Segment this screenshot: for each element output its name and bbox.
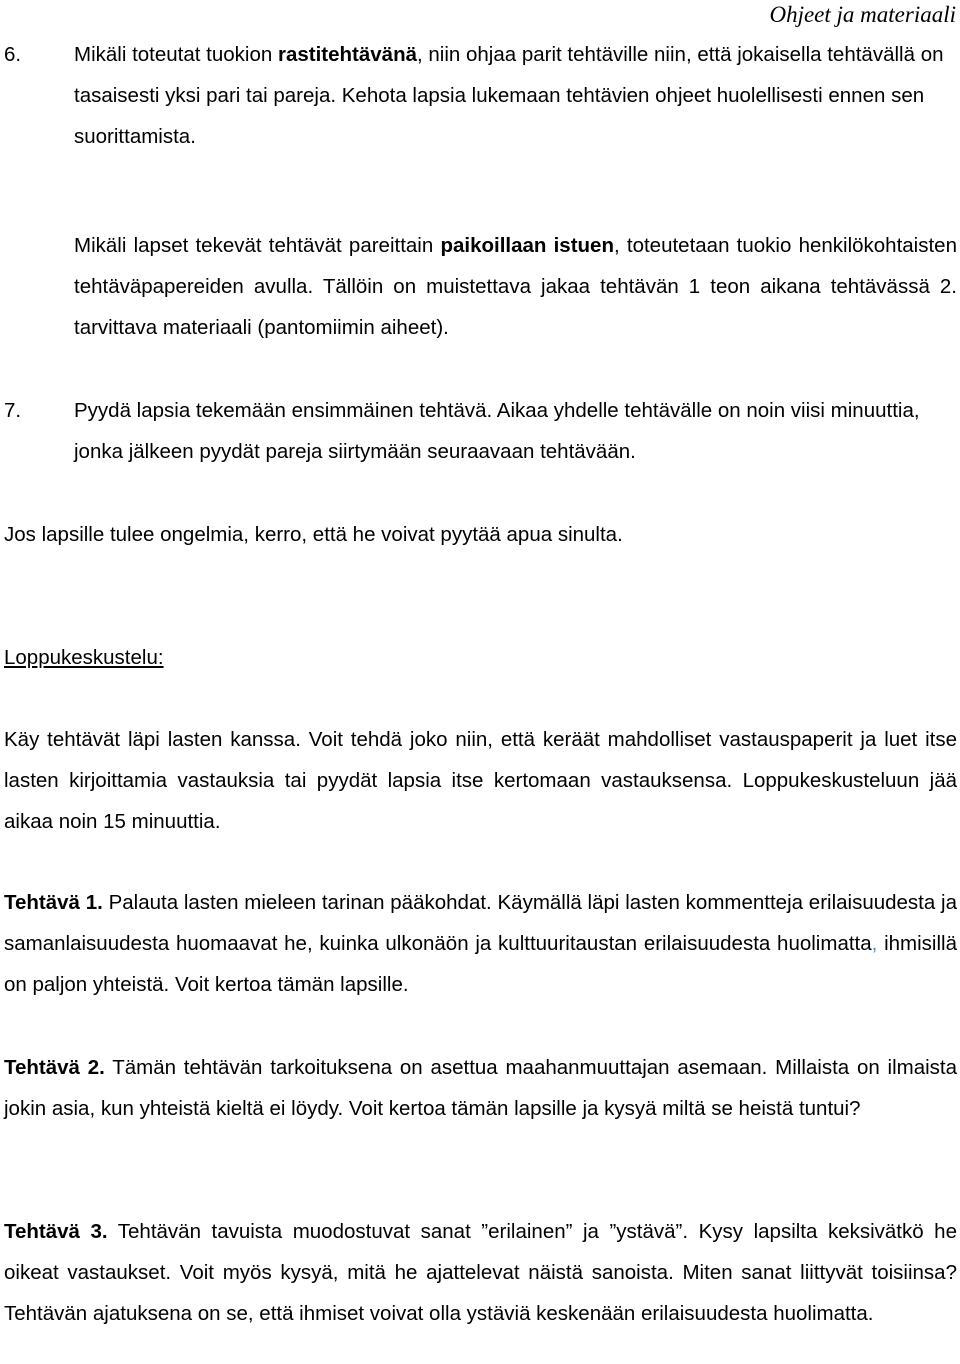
item-6 (4, 34, 957, 157)
task-2 (4, 1047, 957, 1129)
item-7-text: Pyydä lapsia tekemään ensimmäinen tehtävä. Aikaa yhdelle tehtävälle on noin viisi minuuttia, jonka jälkeen pyydät pareja siirtymään seuraavaan tehtävään. (74, 399, 920, 463)
item-6-number: 6. (4, 43, 22, 66)
task-2-label: Tehtävä 2. (4, 1056, 105, 1079)
item-6-p2-emphasis: paikoillaan istuen (440, 234, 614, 257)
item-6-paragraph-2 (4, 225, 957, 348)
task-3 (4, 1211, 957, 1334)
task-1-mark: , (871, 932, 885, 955)
closing-heading: Loppukeskustelu: (4, 646, 164, 669)
page-header: Ohjeet ja materiaali (769, 2, 956, 27)
task-2-text: Tämän tehtävän tarkoituksena on asettua maahanmuuttajan asemaan. Millaista on ilmaista jokin asia, kun yhteistä kieltä ei löydy. Voit kertoa tämän lapsille ja kysyä miltä se heistä tuntui? (4, 1056, 958, 1120)
task-1-text: Palauta lasten mieleen tarinan pääkohdat. Käymällä läpi lasten kommentteja erilaisuudesta ja samanlaisuudesta huomaavat he, kuinka ulkonäön ja kulttuuritaustan erilaisuudesta huolimatta (4, 891, 957, 955)
task-1-text-end: ihmisillä on paljon yhteistä. Voit kertoa tämän lapsille. (4, 932, 957, 996)
item-6-p2-text: Mikäli lapset tekevät tehtävät pareittain (74, 234, 441, 257)
item-6-paragraph-1 (4, 34, 957, 157)
task-1 (4, 882, 957, 1005)
task-3-text: Tehtävän tavuista muodostuvat sanat ”erilainen” ja ”ystävä”. Kysy lapsilta keksivätkö he oikeat vastaukset. Voit myös kysyä, mitä he ajattelevat näistä sanoista. Miten sanat liittyvät toisiinsa? Tehtävän ajatuksena on se, että ihmiset voivat olla ystäviä keskenään erilaisuudesta huolimatta. (4, 1220, 957, 1325)
closing-intro: Käy tehtävät läpi lasten kanssa. Voit tehdä joko niin, että keräät mahdolliset vastauspaperit ja luet itse lasten kirjoittamia vastauksia tai pyydät lapsia itse kertomaan vastauksensa. Loppukeskusteluun jää aikaa noin 15 minuuttia. (4, 728, 957, 833)
item-7-number: 7. (4, 399, 22, 422)
help-text: Jos lapsille tulee ongelmia, kerro, että he voivat pyytää apua sinulta. (4, 523, 623, 546)
item-6-emphasis: rastitehtävänä (277, 43, 417, 66)
item-7 (4, 390, 957, 472)
task-1-label: Tehtävä 1. (4, 891, 103, 914)
item-6-text: , niin ohjaa parit tehtäville niin, että jokaisella tehtävällä on tasaisesti yksi pari tai pareja. Kehota lapsia lukemaan tehtävien ohjeet huolellisesti ennen sen suorittamista. (74, 43, 944, 148)
task-3-label: Tehtävä 3. (4, 1220, 108, 1243)
item-6-text: Mikäli toteutat tuokion (74, 43, 278, 66)
item-6-p2-text: , toteutetaan tuokio henkilökohtaisten tehtäväpapereiden avulla. Tällöin on muistettava jakaa tehtävän 1 teon aikana tehtävässä 2. tarvittava materiaali (pantomiimin aiheet). (74, 234, 957, 339)
